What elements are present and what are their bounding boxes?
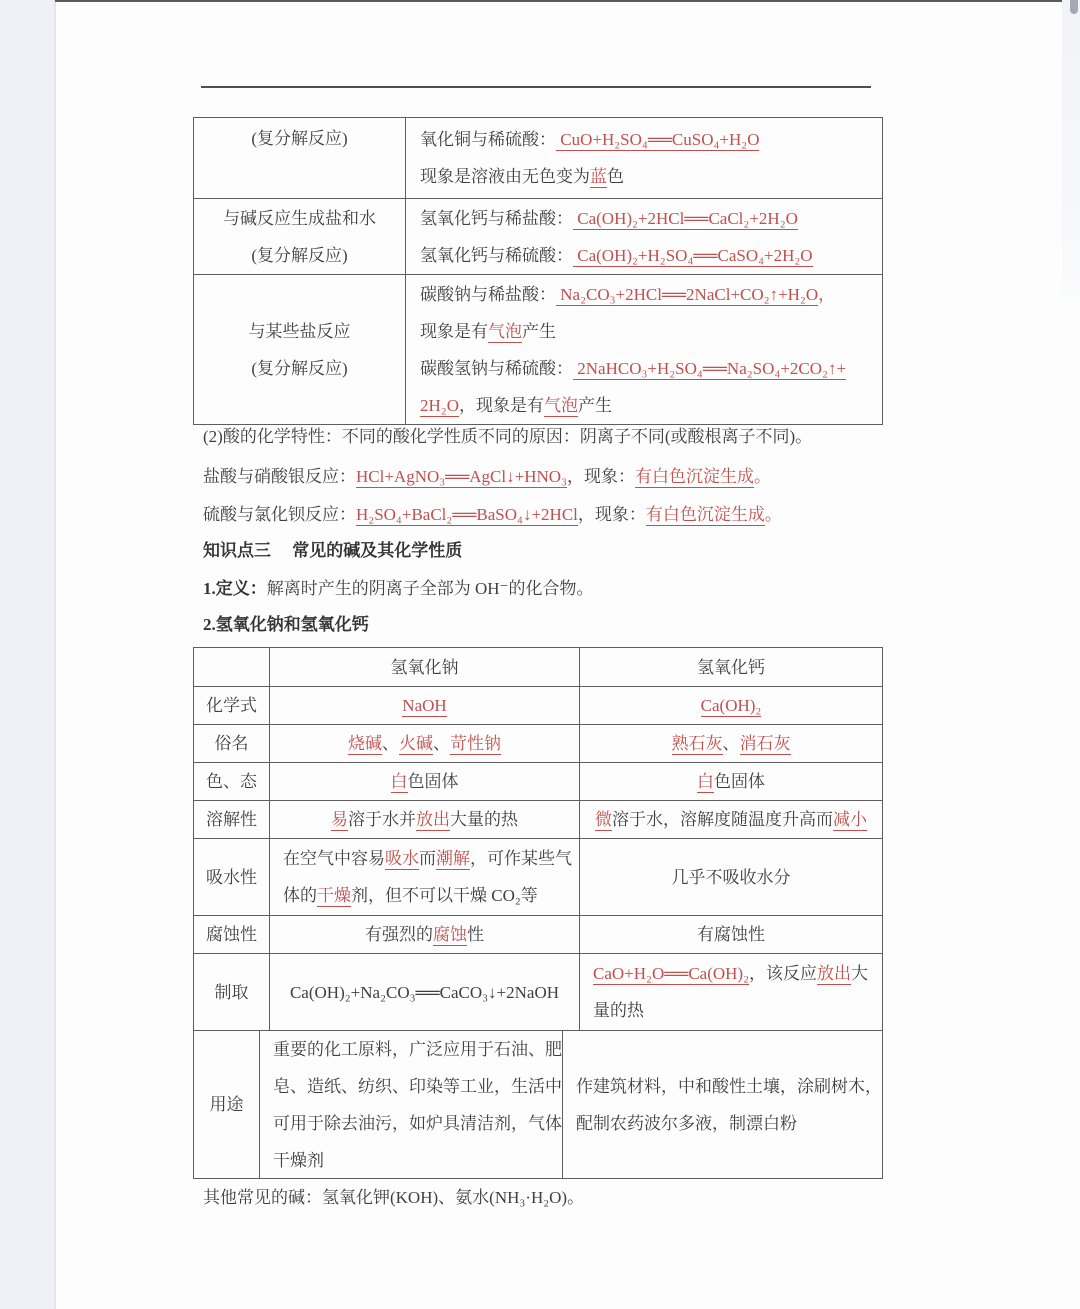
naoh-cell bbox=[270, 839, 580, 915]
cell-line: 重要的化工原料，广泛应用于石油、肥 bbox=[273, 1039, 562, 1059]
phenomenon-line: 现象是溶液由无色变为蓝色 bbox=[420, 167, 624, 186]
page-header-rule bbox=[201, 86, 871, 88]
cell-line: 易溶于水并放出大量的热 bbox=[331, 810, 518, 829]
naoh-cell bbox=[260, 1031, 563, 1178]
row-label: 溶解性 bbox=[206, 810, 257, 829]
naoh-cell bbox=[270, 763, 580, 800]
acid-reactions-table bbox=[193, 117, 883, 425]
cell-line: (复分解反应) bbox=[251, 245, 348, 265]
reaction-type-cell bbox=[194, 199, 406, 274]
caoh2-cell bbox=[580, 839, 882, 915]
cell-line: 几乎不吸收水分 bbox=[671, 867, 791, 887]
cell-line: Ca(OH)₂ bbox=[700, 696, 762, 715]
cell-line: 皂、造纸、纺织、印染等工业，生活中 bbox=[273, 1076, 562, 1096]
caoh2-cell bbox=[580, 954, 882, 1030]
row-label-cell bbox=[194, 1031, 260, 1178]
cell-line: 配制农药波尔多液，制漂白粉 bbox=[576, 1113, 797, 1133]
caoh2-header-cell bbox=[580, 648, 882, 686]
reaction-type-cell bbox=[194, 118, 406, 198]
table-row bbox=[194, 686, 882, 724]
paragraph-h2so4-bacl2: 硫酸与氯化钡反应：H₂SO₄+BaCl₂══BaSO₄↓+2HCl，现象：有白色沉淀生成。 bbox=[203, 505, 782, 524]
cell-line: 作建筑材料，中和酸性土壤，涂刷树木， bbox=[576, 1076, 882, 1096]
reaction-detail-cell bbox=[406, 199, 882, 274]
naoh-cell bbox=[270, 916, 580, 953]
row-label-cell bbox=[194, 763, 270, 800]
window-top-edge bbox=[55, 0, 1067, 2]
row-label: 腐蚀性 bbox=[206, 925, 257, 944]
equation-line: 碳酸钠与稀盐酸： Na₂CO₃+2HCl══2NaCl+CO₂↑+H₂O， bbox=[420, 284, 836, 304]
naoh-cell bbox=[270, 954, 580, 1030]
phenomenon-line: 现象是有气泡产生 bbox=[420, 321, 556, 341]
cell-line: 有强烈的腐蚀性 bbox=[365, 925, 484, 944]
row-label-cell bbox=[194, 916, 270, 953]
table-row bbox=[194, 953, 882, 1030]
cell-line: 烧碱、火碱、苛性钠 bbox=[348, 734, 501, 753]
bases-comparison-table bbox=[193, 647, 883, 1179]
cell-line: 熟石灰、消石灰 bbox=[671, 734, 791, 753]
cell-line: 干燥剂 bbox=[273, 1150, 324, 1170]
table-row bbox=[194, 915, 882, 953]
caoh2-cell bbox=[580, 687, 882, 724]
row-label-cell bbox=[194, 954, 270, 1030]
equation-line: Ca(OH)₂+Na₂CO₃══CaCO₃↓+2NaOH bbox=[289, 982, 560, 1002]
cell-line: NaOH bbox=[402, 696, 447, 715]
naoh-header-cell bbox=[270, 648, 580, 686]
paragraph-hcl-agno3: 盐酸与硝酸银反应：HCl+AgNO₃══AgCl↓+HNO₃，现象：有白色沉淀生成。 bbox=[203, 467, 771, 486]
row-label-cell bbox=[194, 725, 270, 762]
equation-line: CaO+H₂O══Ca(OH)₂，该反应放出大 bbox=[593, 964, 869, 983]
paragraph-definition: 1.定义：解离时产生的阴离子全部为 OH⁻的化合物。 bbox=[203, 579, 594, 598]
left-page-margin bbox=[0, 0, 56, 1309]
row-label: 化学式 bbox=[206, 696, 257, 715]
table-header-row bbox=[194, 648, 882, 686]
row-label: 用途 bbox=[209, 1095, 244, 1114]
footer-note: 其他常见的碱：氢氧化钾(KOH)、氨水(NH₃·H₂O)。 bbox=[203, 1188, 585, 1207]
equation-line: 氢氧化钙与稀硫酸： Ca(OH)₂+H₂SO₄══CaSO₄+2H₂O bbox=[420, 245, 813, 265]
cell-line: 可用于除去油污，如炉具清洁剂，气体 bbox=[273, 1113, 562, 1133]
reaction-type-cell bbox=[194, 275, 406, 424]
right-page-margin bbox=[1062, 0, 1080, 330]
caoh2-cell bbox=[580, 763, 882, 800]
row-label-cell bbox=[194, 648, 270, 686]
caoh2-cell bbox=[580, 725, 882, 762]
equation-line: 氢氧化钙与稀盐酸： Ca(OH)₂+2HCl══CaCl₂+2H₂O bbox=[420, 208, 798, 228]
naoh-cell bbox=[270, 801, 580, 838]
naoh-cell bbox=[270, 687, 580, 724]
naoh-cell bbox=[270, 725, 580, 762]
column-header: 氢氧化钠 bbox=[390, 657, 459, 677]
cell-line: 白色固体 bbox=[390, 772, 459, 791]
reaction-detail-cell bbox=[406, 118, 882, 198]
row-label-cell bbox=[194, 839, 270, 915]
cell-line: 有腐蚀性 bbox=[697, 925, 765, 944]
table-row bbox=[194, 1030, 882, 1178]
table-row bbox=[194, 800, 882, 838]
cell-line: 微溶于水，溶解度随温度升高而减小 bbox=[595, 810, 867, 829]
table-row bbox=[194, 274, 882, 424]
caoh2-cell bbox=[580, 916, 882, 953]
equation-line: 碳酸氢钠与稀硫酸： 2NaHCO₃+H₂SO₄══Na₂SO₄+2CO₂↑+ bbox=[420, 358, 847, 378]
cell-line: 与某些盐反应 bbox=[248, 321, 351, 341]
table-row bbox=[194, 198, 882, 274]
subsection2-heading: 2.氢氧化钠和氢氧化钙 bbox=[203, 615, 369, 634]
equation-line: 氧化铜与稀硫酸： CuO+H₂SO₄══CuSO₄+H₂O bbox=[420, 130, 760, 149]
table-row bbox=[194, 762, 882, 800]
row-label-cell bbox=[194, 687, 270, 724]
cell-line: (复分解反应) bbox=[251, 358, 348, 378]
cell-line: 体的干燥剂，但不可以干燥 CO₂等 bbox=[283, 886, 538, 905]
cell-line: (复分解反应) bbox=[251, 129, 348, 148]
column-header: 氢氧化钙 bbox=[697, 657, 765, 677]
table-row bbox=[194, 724, 882, 762]
scrollbar-thumb[interactable] bbox=[1070, 0, 1078, 14]
cell-line: 在空气中容易吸水而潮解，可作某些气 bbox=[283, 849, 572, 868]
table-row bbox=[194, 838, 882, 915]
row-label: 俗名 bbox=[214, 734, 249, 753]
cell-line: 白色固体 bbox=[697, 772, 765, 791]
cell-line: 量的热 bbox=[593, 1001, 644, 1020]
phenomenon-line: 2H₂O，现象是有气泡产生 bbox=[420, 395, 612, 415]
row-label-cell bbox=[194, 801, 270, 838]
table-row bbox=[194, 118, 882, 198]
row-label: 色、态 bbox=[206, 772, 257, 791]
paragraph-acid-note: (2)酸的化学特性：不同的酸化学性质不同的原因：阴离子不同(或酸根离子不同)。 bbox=[203, 427, 813, 446]
reaction-detail-cell bbox=[406, 275, 882, 424]
row-label: 制取 bbox=[214, 982, 249, 1002]
caoh2-cell bbox=[580, 801, 882, 838]
cell-line: 与碱反应生成盐和水 bbox=[223, 208, 376, 228]
section3-heading: 知识点三 常见的碱及其化学性质 bbox=[203, 541, 463, 560]
caoh2-cell bbox=[563, 1031, 882, 1178]
row-label: 吸水性 bbox=[206, 867, 257, 887]
